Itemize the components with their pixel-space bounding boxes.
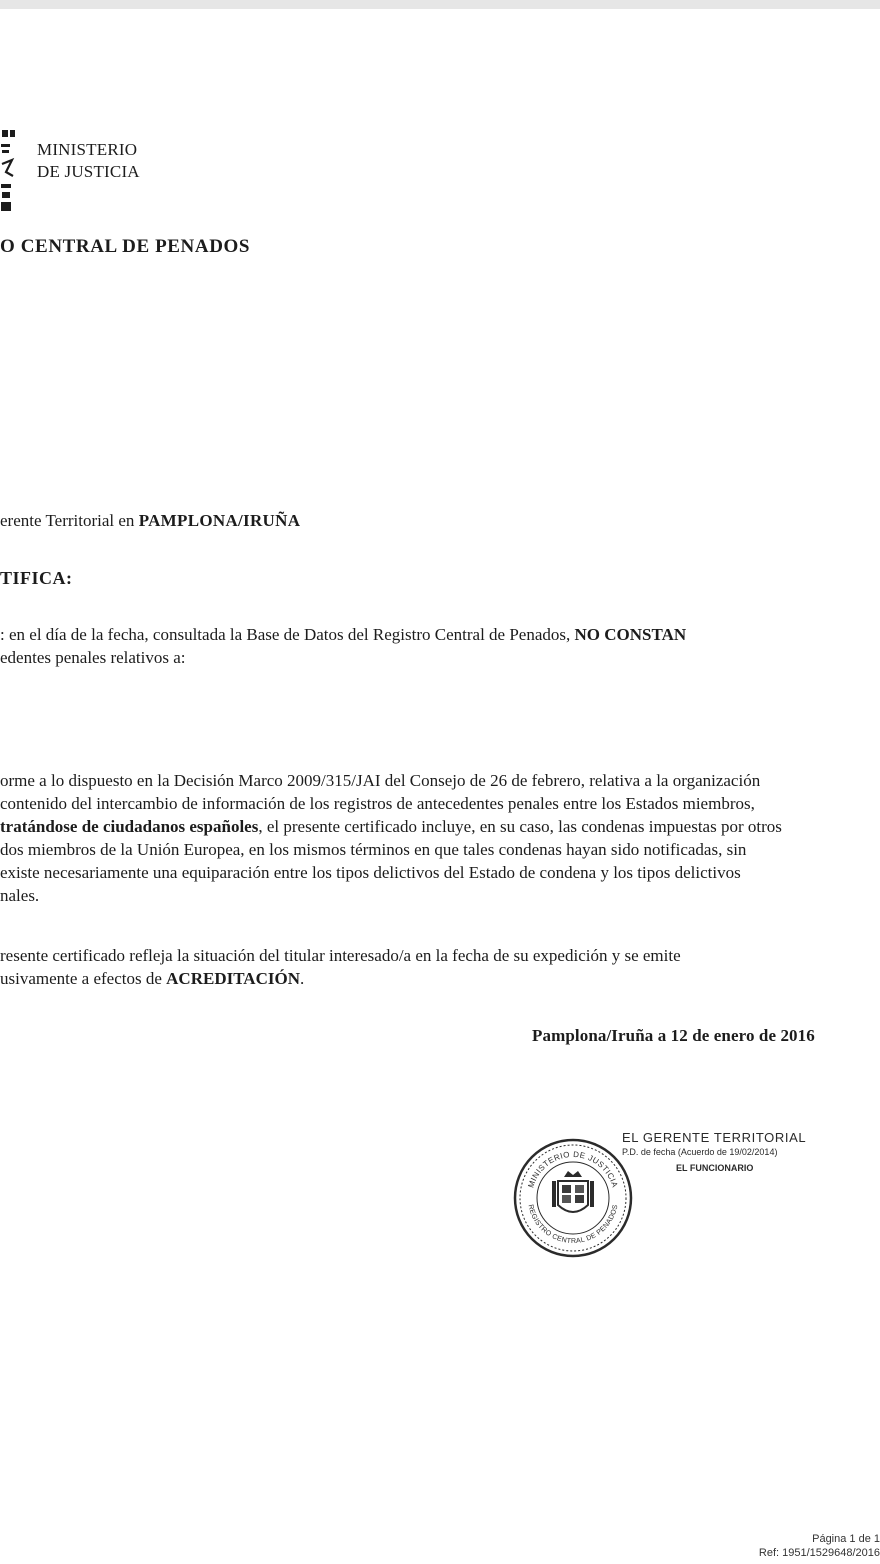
reference-number: Ref: 1951/1529648/2016: [758, 1547, 880, 1559]
paragraph-purpose: [0, 944, 880, 990]
paragraph-line: [0, 623, 880, 646]
signature-block: [622, 1130, 806, 1173]
paragraph-text: usivamente a efectos de: [0, 969, 167, 988]
ministry-name: [37, 139, 140, 183]
certifica-label: TIFICA:: [0, 568, 73, 588]
place-and-date: Pamplona/Iruña a 12 de enero de 2016: [532, 1026, 815, 1045]
ministry-emblem-icon: [0, 128, 18, 214]
ministry-line-2: DE JUSTICIA: [37, 162, 140, 181]
paragraph-line: edentes penales relativos a:: [0, 648, 186, 667]
issuing-officer: [0, 511, 300, 531]
seal-bottom-text: REGISTRO CENTRAL DE PENADOS: [526, 1203, 620, 1246]
paragraph-line: [0, 815, 880, 838]
page-top-edge: [0, 0, 880, 9]
signer-delegation: P.D. de fecha (Acuerdo de 19/02/2014): [622, 1147, 778, 1157]
officer-place: PAMPLONA/IRUÑA: [138, 511, 301, 530]
spanish-citizens-text: tratándose de ciudadanos españoles: [0, 817, 259, 836]
registry-title: O CENTRAL DE PENADOS: [0, 236, 251, 257]
svg-text:REGISTRO CENTRAL DE PENADOS: [527, 1204, 620, 1245]
paragraph-line: nales.: [0, 886, 40, 905]
officer-prefix: erente Territorial en: [0, 511, 139, 530]
acreditacion-text: ACREDITACIÓN: [166, 969, 300, 988]
signer-title: EL GERENTE TERRITORIAL: [622, 1130, 807, 1145]
paragraph-text: , el presente certificado incluye, en su caso, las condenas impuestas por otros: [258, 817, 782, 836]
ministry-line-1: MINISTERIO: [37, 140, 138, 159]
paragraph-line: [0, 967, 880, 990]
page-footer: [759, 1532, 880, 1560]
paragraph-eu-decision: [0, 769, 880, 907]
page-number: Página 1 de 1: [812, 1533, 880, 1545]
signer-role: EL FUNCIONARIO: [676, 1163, 754, 1173]
paragraph-text: : en el día de la fecha, consultada la Base de Datos del Registro Central de Penados,: [0, 625, 575, 644]
paragraph-period: .: [299, 969, 305, 988]
coat-of-arms-icon: [552, 1171, 594, 1212]
paragraph-line: orme a lo dispuesto en la Decisión Marco 2009/315/JAI del Consejo de 26 de febrero, relativa a la organización: [0, 771, 761, 790]
paragraph-no-record: [0, 623, 880, 669]
paragraph-line: existe necesariamente una equiparación entre los tipos delictivos del Estado de condena y los tipos delictivos: [0, 863, 741, 882]
seal-top-text: MINISTERIO DE JUSTICIA: [526, 1149, 620, 1189]
no-constan-text: NO CONSTAN: [574, 625, 687, 644]
official-seal-icon: [512, 1137, 634, 1259]
paragraph-line: resente certificado refleja la situación del titular interesado/a en la fecha de su expedición y se emite: [0, 946, 681, 965]
paragraph-line: contenido del intercambio de información de los registros de antecedentes penales entre los Estados miembros,: [0, 794, 755, 813]
paragraph-line: dos miembros de la Unión Europea, en los mismos términos en que tales condenas hayan sido notificadas, sin: [0, 840, 747, 859]
